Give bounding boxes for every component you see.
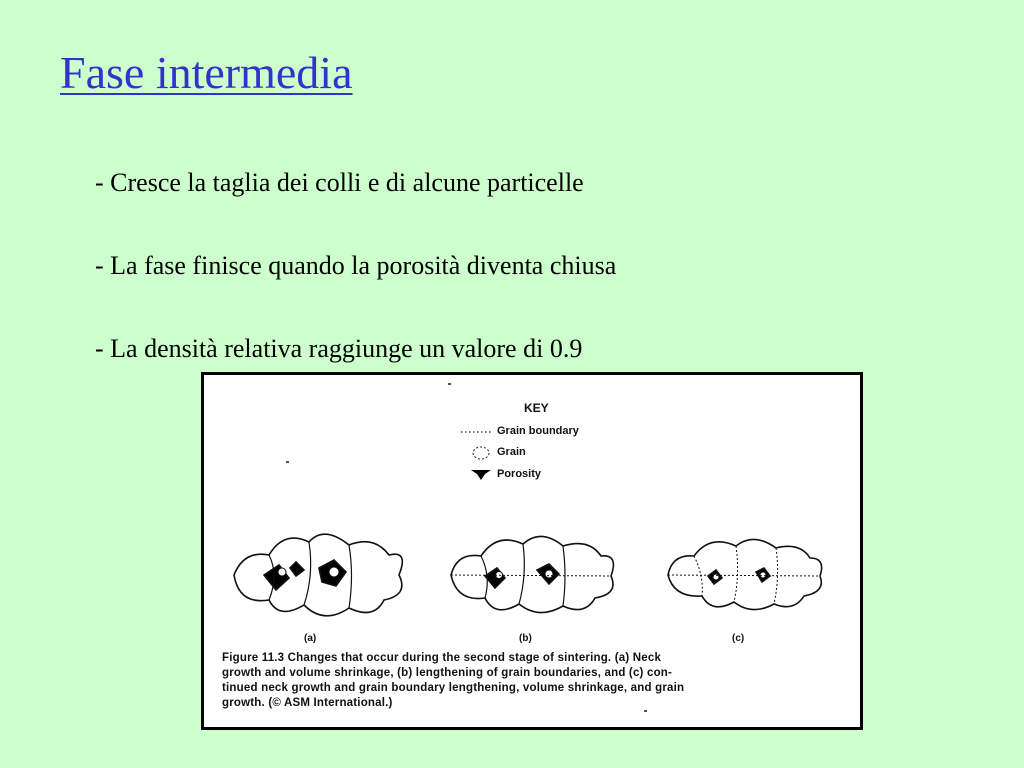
grain-panel-b (451, 536, 613, 612)
caption-line: growth. (© ASM International.) (222, 697, 393, 709)
caption-line: growth and volume shrinkage, (b) lengthening of grain boundaries, and (c) con- (222, 667, 673, 679)
bullet-item: - La densità relativa raggiunge un valore di 0.9 (95, 334, 583, 363)
scan-speck (286, 461, 289, 463)
key-row-grain-boundary (459, 422, 579, 440)
key-title: KEY (524, 401, 549, 415)
black-pore-icon (459, 465, 495, 483)
key-row-grain (459, 443, 526, 461)
dotted-line-icon (459, 422, 495, 440)
panel-label-b: (b) (519, 633, 532, 644)
key-label: Grain (497, 446, 526, 458)
bullet-item: - La fase finisce quando la porosità diventa chiusa (95, 251, 617, 280)
slide-title: Fase intermedia (60, 47, 353, 98)
grain-panel-a (234, 534, 402, 616)
caption-line: tinued neck growth and grain boundary lengthening, volume shrinkage, and grain (222, 682, 685, 694)
figure-caption (222, 651, 852, 711)
key-label: Porosity (497, 468, 542, 480)
sintering-figure (201, 372, 863, 730)
dashed-circle-icon (459, 443, 495, 461)
grain-panel-c (668, 539, 822, 609)
grain-panels (224, 520, 844, 625)
scan-speck (448, 383, 451, 385)
bullet-item: - Cresce la taglia dei colli e di alcune particelle (95, 168, 584, 197)
panel-label-c: (c) (732, 633, 745, 644)
scan-speck (644, 710, 647, 712)
key-label: Grain boundary (497, 425, 579, 437)
panel-label-a: (a) (304, 633, 317, 644)
caption-line: Figure 11.3 Changes that occur during the second stage of sintering. (a) Neck (222, 652, 662, 664)
key-row-porosity (459, 465, 541, 483)
